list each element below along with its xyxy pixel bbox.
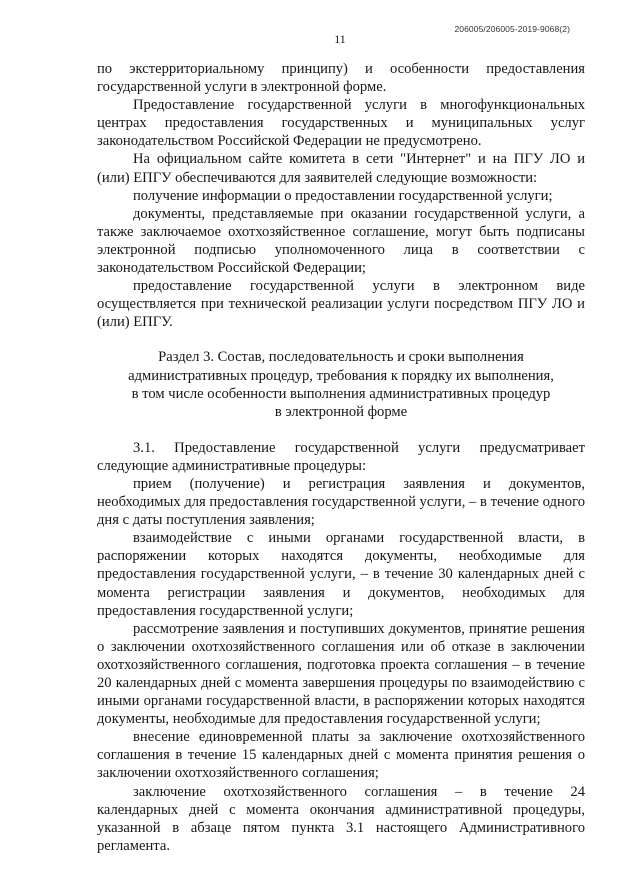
- section-title: [97, 348, 585, 420]
- section-title-line: административных процедур, требования к порядку их выполнения,: [128, 367, 554, 384]
- paragraph: прием (получение) и регистрация заявления и документов, необходимых для предоставления государственной услуги, – в течение одного дня с даты поступления заявления;: [97, 475, 585, 529]
- page-number: 11: [334, 32, 346, 46]
- document-body: [97, 60, 585, 855]
- document-id: 206005/206005-2019-9068(2): [454, 24, 570, 34]
- paragraph: 3.1. Предоставление государственной услуги предусматривает следующие административные процедуры:: [97, 439, 585, 474]
- section-title-line: в электронной форме: [274, 403, 408, 420]
- paragraph: На официальном сайте комитета в сети "Интернет" и на ПГУ ЛО и (или) ЕПГУ обеспечиваются для заявителей следующие возможности:: [97, 151, 585, 186]
- paragraph: документы, представляемые при оказании государственной услуги, а также заключаемое охотхозяйственное соглашение, могут быть подписаны электронной подписью уполномоченного лица в соответствии с законодательством Российской Федерации;: [97, 205, 585, 277]
- paragraph: рассмотрение заявления и поступивших документов, принятие решения о заключении охотхозяйственного соглашения или об отказе в заключении охотхозяйственного соглашения, подготовка проекта соглашения – в течение 20 календарных дней с момента завершения процедуры по взаимодействию с иными органами государственной власти, в распоряжении которых находятся документы, необходимые для предоставления государственной услуги;: [97, 620, 585, 728]
- paragraph: Предоставление государственной услуги в многофункциональных центрах предоставления государственных и муниципальных услуг законодательством Российской Федерации не предусмотрено.: [97, 97, 585, 150]
- paragraph: получение информации о предоставлении государственной услуги;: [133, 187, 553, 204]
- paragraph: заключение охотхозяйственного соглашения – в течение 24 календарных дней с момента окончания административной процедуры, указанной в абзаце пятом пункта 3.1 настоящего Административного регламента.: [97, 783, 585, 854]
- section-title-line: Раздел 3. Состав, последовательность и сроки выполнения: [158, 349, 524, 366]
- paragraph: по экстерриториальному принципу) и особенности предоставления государственной услуги в электронной форме.: [97, 61, 585, 96]
- section-title-line: в том числе особенности выполнения административных процедур: [131, 385, 551, 402]
- paragraph: взаимодействие с иными органами государственной власти, в распоряжении которых находятся документы, необходимые для предоставления государственной услуги, – в течение 30 календарных дней с момента регистрации заявления и документов, необходимых для предоставления государственной услуги;: [97, 530, 585, 619]
- paragraph: предоставление государственной услуги в электронном виде осуществляется при технической реализации услуги посредством ПГУ ЛО и (или) ЕПГУ.: [97, 278, 585, 331]
- paragraph: внесение единовременной платы за заключение охотхозяйственного соглашения в течение 15 календарных дней с момента принятия решения о заключении охотхозяйственного соглашения;: [97, 729, 585, 782]
